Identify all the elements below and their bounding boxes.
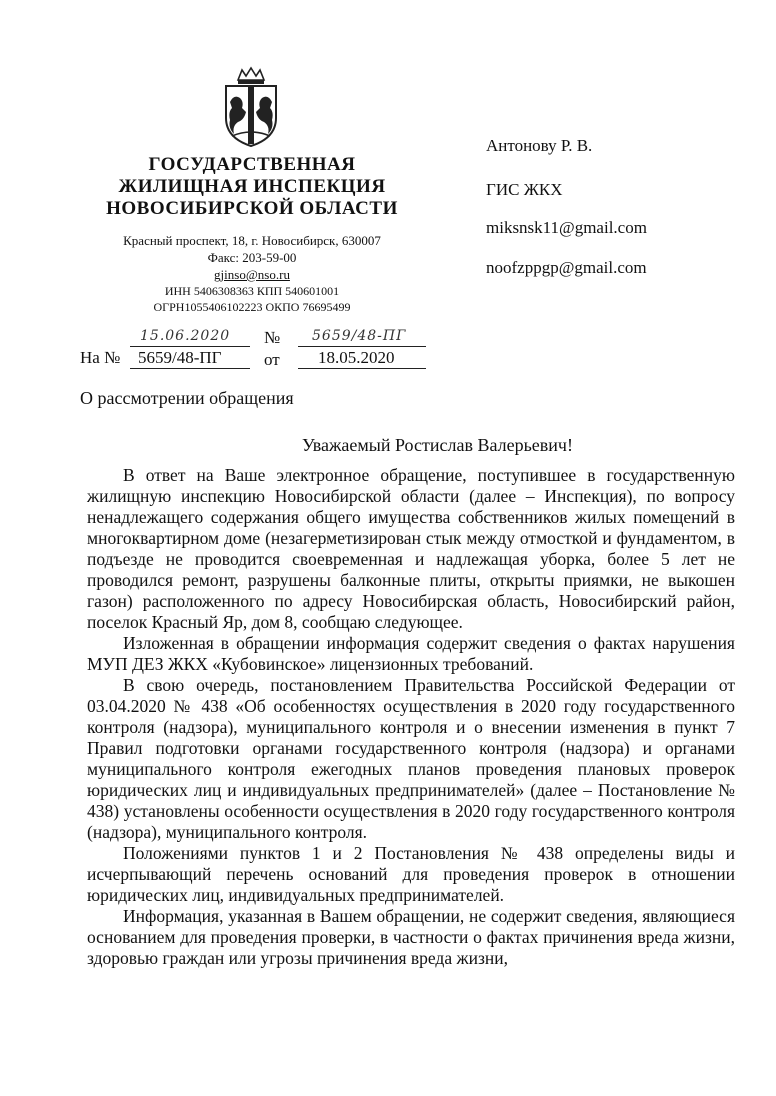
body-paragraph-2: Изложенная в обращении информация содержит сведения о фактах нарушения МУП ДЕЗ ЖКХ «Кубовинское» лицензионных требований. bbox=[87, 633, 735, 674]
outgoing-number-handwritten: 5659/48-ПГ bbox=[312, 328, 407, 344]
incoming-date-line bbox=[298, 368, 426, 369]
recipient-name: Антонову Р. В. bbox=[486, 136, 593, 155]
org-address: Красный проспект, 18, г. Новосибирск, 630007 bbox=[123, 233, 381, 248]
letter-salutation: Уважаемый Ростислав Валерьевич! bbox=[302, 435, 573, 455]
incoming-date: 18.05.2020 bbox=[318, 348, 395, 367]
body-paragraph-1: В ответ на Ваше электронное обращение, поступившее в государственную жилищную инспекцию Новосибирской области (далее – Инспекция), по вопросу ненадлежащего содержания общего имущества собственников жилых помещений в многоквартирном доме (незагерметизирован стык между отмосткой и фундаментом, в подъезде не проводится своевременная и надлежащая уборка, более 5 лет не проводился ремонт, разрушены балконные плиты, открыты приямки, не выкошен газон) расположенного по адресу Новосибирская область, Новосибирский район, поселок Красный Яр, дом 8, сообщаю следующее. bbox=[87, 465, 735, 632]
outgoing-number-line bbox=[298, 346, 426, 347]
incoming-number-line bbox=[130, 368, 250, 369]
letter-body bbox=[87, 465, 735, 969]
recipient-email-2: noofzppgp@gmail.com bbox=[486, 258, 647, 277]
recipient-system: ГИС ЖКХ bbox=[486, 180, 563, 199]
org-name-line-3: НОВОСИБИРСКОЙ ОБЛАСТИ bbox=[106, 198, 398, 219]
from-label: от bbox=[264, 350, 280, 369]
number-sign-label: № bbox=[264, 328, 281, 347]
on-number-label: На № bbox=[80, 348, 121, 367]
org-inn-kpp: ИНН 5406308363 КПП 540601001 bbox=[164, 284, 340, 298]
outgoing-date-line bbox=[130, 346, 250, 347]
recipient-email-1: miksnsk11@gmail.com bbox=[486, 218, 647, 237]
body-paragraph-4: Положениями пунктов 1 и 2 Постановления № 438 определены виды и исчерпывающий перечень оснований для проведения проверок в отношении юридических лиц, индивидуальных предпринимателей. bbox=[87, 843, 735, 905]
incoming-number: 5659/48-ПГ bbox=[138, 348, 222, 367]
body-paragraph-3: В свою очередь, постановлением Правительства Российской Федерации от 03.04.2020 № 438 «Об особенностях осуществления в 2020 году государственного контроля (надзора), муниципального контроля и о внесении изменения в пункт 7 Правил подготовки органами государственного контроля (надзора) и органами муниципального контроля ежегодных планов проведения плановых проверок юридических лиц и индивидуальных предпринимателей» (далее – Постановление № 438) установлены особенности осуществления в 2020 году государственного контроля (надзора), муниципального контроля. bbox=[87, 675, 735, 842]
outgoing-date-handwritten: 15.06.2020 bbox=[140, 328, 231, 344]
org-email-link[interactable]: gjinso@nso.ru bbox=[214, 267, 290, 282]
organization-name bbox=[96, 154, 408, 220]
organization-contacts bbox=[96, 232, 408, 315]
letter-subject: О рассмотрении обращения bbox=[80, 388, 294, 408]
org-ogrn-okpo: ОГРН1055406102223 ОКПО 76695499 bbox=[153, 300, 351, 314]
reference-block bbox=[80, 326, 440, 376]
coat-of-arms-icon bbox=[218, 66, 284, 148]
org-name-line-2: ЖИЛИЩНАЯ ИНСПЕКЦИЯ bbox=[118, 176, 386, 197]
org-fax: Факс: 203-59-00 bbox=[207, 250, 297, 265]
body-paragraph-5: Информация, указанная в Вашем обращении, не содержит сведения, являющиеся основанием для проведения проверки, в частности о фактах причинения вреда жизни, здоровью граждан или угрозы причинения вреда жизни, bbox=[87, 906, 735, 968]
org-name-line-1: ГОСУДАРСТВЕННАЯ bbox=[148, 154, 356, 175]
